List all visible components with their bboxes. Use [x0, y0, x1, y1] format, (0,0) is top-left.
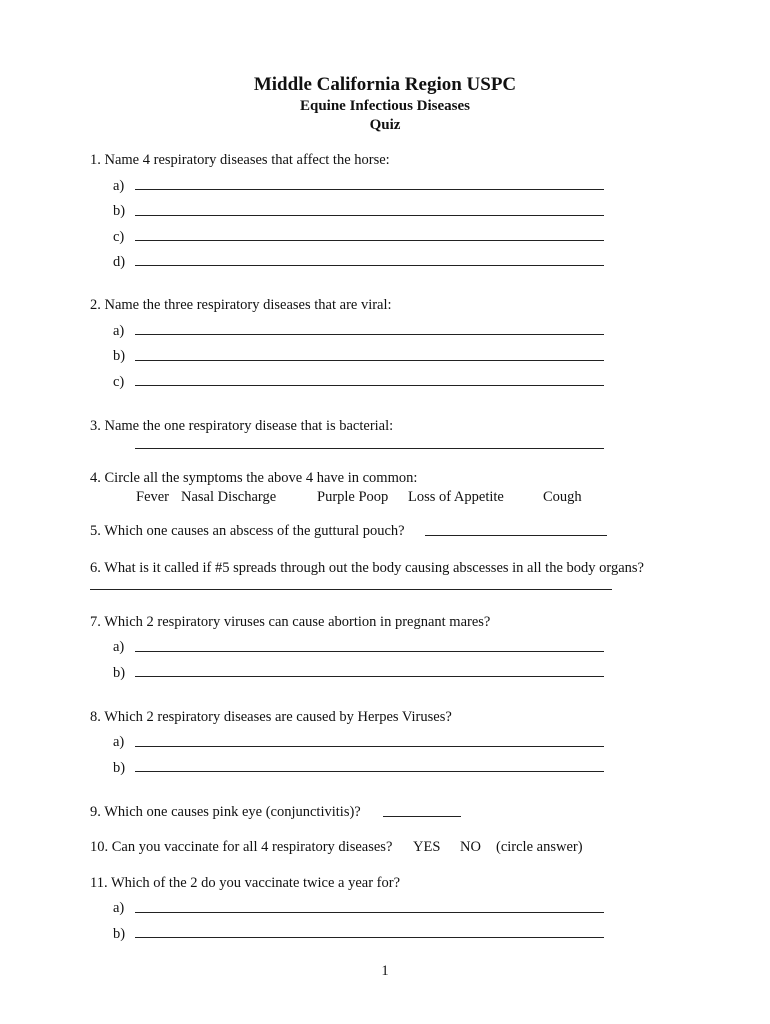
q1-label-a: a) — [113, 178, 125, 194]
q2-label-b: b) — [113, 348, 126, 364]
q7-label-b: b) — [113, 665, 126, 681]
q2-label-a: a) — [113, 323, 125, 339]
question-11: 11. Which of the 2 do you vaccinate twice a year for? — [90, 875, 401, 891]
question-5: 5. Which one causes an abscess of the guttural pouch? — [90, 523, 405, 539]
q8-answer-line-b[interactable] — [135, 771, 604, 772]
q8-label-a: a) — [113, 734, 125, 750]
question-7: 7. Which 2 respiratory viruses can cause abortion in pregnant mares? — [90, 614, 491, 630]
q5-answer-line[interactable] — [425, 535, 607, 536]
q7-label-a: a) — [113, 639, 125, 655]
q8-answer-line-a[interactable] — [135, 746, 604, 747]
q7-answer-line-b[interactable] — [135, 676, 604, 677]
question-1: 1. Name 4 respiratory diseases that affect the horse: — [90, 152, 390, 168]
symptom-cough[interactable]: Cough — [543, 489, 582, 505]
q1-label-c: c) — [113, 229, 125, 245]
symptom-loss-of-appetite[interactable]: Loss of Appetite — [408, 489, 504, 505]
page-number: 1 — [381, 963, 389, 979]
q2-answer-line-a[interactable] — [135, 334, 604, 335]
q1-answer-line-c[interactable] — [135, 240, 604, 241]
document-subtitle: Equine Infectious Diseases — [299, 98, 471, 114]
q9-answer-line[interactable] — [383, 816, 461, 817]
q2-answer-line-b[interactable] — [135, 360, 604, 361]
symptom-fever[interactable]: Fever — [136, 489, 170, 505]
q11-label-a: a) — [113, 900, 125, 916]
question-2: 2. Name the three respiratory diseases that are viral: — [90, 297, 392, 313]
answer-yes[interactable]: YES — [413, 839, 441, 855]
question-3: 3. Name the one respiratory disease that is bacterial: — [90, 418, 394, 434]
symptom-purple-poop[interactable]: Purple Poop — [317, 489, 389, 505]
question-10: 10. Can you vaccinate for all 4 respiratory diseases? — [90, 839, 393, 855]
question-4: 4. Circle all the symptoms the above 4 have in common: — [90, 470, 418, 486]
q2-answer-line-c[interactable] — [135, 385, 604, 386]
question-9: 9. Which one causes pink eye (conjunctivitis)? — [90, 804, 361, 820]
q3-answer-line[interactable] — [135, 448, 604, 449]
q1-label-d: d) — [113, 254, 126, 270]
q1-label-b: b) — [113, 203, 126, 219]
quiz-heading: Quiz — [369, 117, 401, 133]
q1-answer-line-d[interactable] — [135, 265, 604, 266]
q1-answer-line-a[interactable] — [135, 189, 604, 190]
q8-label-b: b) — [113, 760, 126, 776]
symptom-nasal-discharge[interactable]: Nasal Discharge — [181, 489, 277, 505]
answer-no[interactable]: NO — [460, 839, 481, 855]
q6-answer-line[interactable] — [90, 589, 612, 590]
q1-answer-line-b[interactable] — [135, 215, 604, 216]
q11-answer-line-b[interactable] — [135, 937, 604, 938]
q7-answer-line-a[interactable] — [135, 651, 604, 652]
q11-label-b: b) — [113, 926, 126, 942]
circle-answer-note: (circle answer) — [496, 839, 583, 855]
q11-answer-line-a[interactable] — [135, 912, 604, 913]
document-title: Middle California Region USPC — [253, 74, 517, 95]
question-6: 6. What is it called if #5 spreads through out the body causing abscesses in all the body organs? — [90, 560, 644, 576]
q2-label-c: c) — [113, 374, 125, 390]
question-8: 8. Which 2 respiratory diseases are caused by Herpes Viruses? — [90, 709, 452, 725]
